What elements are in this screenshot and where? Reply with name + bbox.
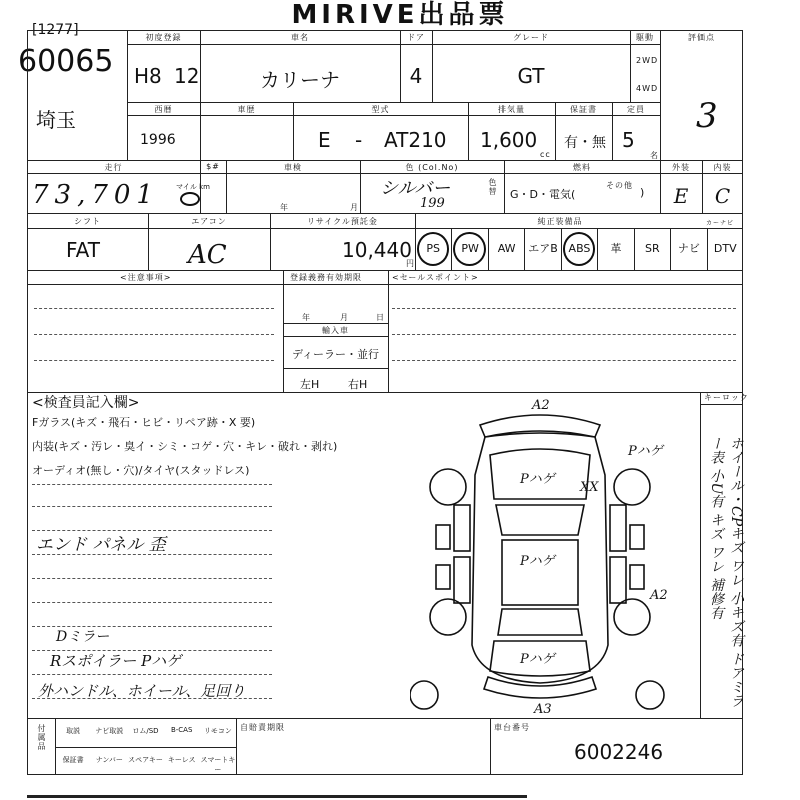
color-label: 色 (Col.No) bbox=[405, 163, 459, 172]
region: 埼玉 bbox=[36, 108, 76, 132]
displacement-value: 1,600 bbox=[480, 128, 538, 152]
odometer-label: $# bbox=[206, 162, 220, 171]
accessories-label: 付属品 bbox=[37, 724, 46, 751]
equipment-item: ナビ bbox=[670, 228, 706, 270]
interior-note: 内装(キズ・汚レ・臭イ・シミ・コゲ・穴・キレ・破れ・剥れ) bbox=[32, 440, 338, 453]
equipment-item: ABS bbox=[561, 228, 597, 270]
shift-label: シフト bbox=[74, 217, 101, 226]
keylock-label: キーロック bbox=[704, 393, 749, 402]
equipment-circle bbox=[563, 232, 595, 266]
exterior-label: 外装 bbox=[672, 163, 690, 172]
glass-note: Fガラス(キズ・飛石・ヒビ・リペア跡・X 要) bbox=[32, 416, 256, 429]
car-damage-diagram bbox=[410, 395, 670, 715]
shift-value: FAT bbox=[66, 238, 101, 262]
drive-2wd: 2WD bbox=[636, 56, 659, 65]
capacity-value: 5 bbox=[622, 128, 635, 152]
dealer-parallel: ディーラー・並行 bbox=[291, 348, 380, 361]
year-label: 西暦 bbox=[154, 105, 173, 114]
handwritten-note-2: Dミラー bbox=[56, 629, 110, 645]
warranty-value: 有・無 bbox=[564, 135, 606, 151]
car-name: カリーナ bbox=[260, 68, 340, 92]
displacement-label: 排気量 bbox=[498, 105, 525, 114]
audio-note: オーディオ(無し・穴)/タイヤ(スタッドレス) bbox=[32, 464, 250, 477]
fuel-value: G・D・電気( bbox=[510, 188, 576, 201]
equipment-row bbox=[415, 228, 743, 270]
interior-label: 内装 bbox=[713, 163, 732, 172]
accessory-item: ナンバー bbox=[95, 756, 123, 764]
reg-deadline-label: 登録義務有効期限 bbox=[290, 273, 362, 282]
mark-phage-trunk: Pハゲ bbox=[520, 652, 555, 667]
reg-month: 12 bbox=[174, 64, 200, 88]
equipment-item: AW bbox=[488, 228, 524, 270]
mile-km-label: マイル km bbox=[176, 183, 210, 191]
accessory-item: B-CAS bbox=[170, 726, 193, 734]
score-label: 評価点 bbox=[688, 33, 715, 42]
equipment-item: PS bbox=[426, 242, 441, 255]
equipment-label: 純正装備品 bbox=[537, 217, 583, 226]
equipment-circle bbox=[453, 232, 485, 266]
doors-label: ドア bbox=[407, 33, 425, 42]
mark-phage-hood: Pハゲ bbox=[520, 472, 555, 487]
km-circle bbox=[180, 192, 200, 206]
equipment-item: DTV bbox=[707, 228, 743, 270]
recycle-label: リサイクル預託金 bbox=[307, 217, 378, 226]
deadline-month: 月 bbox=[340, 313, 349, 322]
accessory-item: 保証書 bbox=[62, 756, 84, 764]
handwritten-note-3: Rスポイラー Pハゲ bbox=[50, 652, 182, 670]
month-unit: 月 bbox=[350, 203, 359, 212]
year-unit: 年 bbox=[280, 203, 289, 212]
drive-4wd: 4WD bbox=[636, 84, 659, 93]
import-label: 輸入車 bbox=[322, 326, 349, 335]
grade-value: GT bbox=[517, 64, 545, 88]
lot-label: [1277] bbox=[32, 22, 79, 38]
handwritten-note-4: 外ハンドル、ホイール、足回り bbox=[38, 682, 246, 700]
car-number-value: 6002246 bbox=[574, 740, 664, 764]
deadline-year: 年 bbox=[302, 313, 311, 322]
mileage-label: 走行 bbox=[104, 163, 123, 172]
warranty-label: 保証書 bbox=[570, 105, 597, 114]
aircon-label: エアコン bbox=[191, 217, 227, 226]
accessory-item: ナビ取説 bbox=[95, 727, 124, 735]
cc-unit: cc bbox=[540, 150, 551, 159]
accessory-item: キーレス bbox=[167, 756, 196, 764]
history-label: 車歴 bbox=[237, 105, 256, 114]
accessory-item: 取説 bbox=[66, 727, 81, 735]
fuel-close: ) bbox=[640, 186, 645, 199]
model-label: 型式 bbox=[371, 105, 390, 114]
equipment-item: SR bbox=[634, 228, 670, 270]
accessory-item: スマートキー bbox=[200, 756, 236, 774]
car-name-label: 車名 bbox=[291, 33, 309, 42]
mark-phage-right: Pハゲ bbox=[628, 444, 663, 459]
deadline-day: 日 bbox=[376, 313, 385, 322]
fuel-label: 燃料 bbox=[573, 163, 591, 172]
exterior-value: E bbox=[673, 184, 689, 208]
interior-value: C bbox=[714, 184, 731, 208]
equipment-item: PW bbox=[451, 228, 487, 270]
color-sub-label: 色替 bbox=[488, 178, 497, 196]
mark-phage-roof: Pハゲ bbox=[520, 554, 555, 569]
mark-a2-right: A2 bbox=[650, 588, 668, 603]
mark-a3-bottom: A3 bbox=[534, 702, 552, 715]
page-title: MIRIVE出品票 bbox=[291, 0, 509, 30]
left-h: 左H bbox=[300, 378, 320, 391]
color-value: シルバー bbox=[380, 178, 451, 199]
model-dash: - bbox=[355, 128, 363, 152]
mileage-value: 73,701 bbox=[32, 180, 159, 210]
reg-era: H8 bbox=[134, 64, 162, 88]
accessory-item: スペアキー bbox=[128, 756, 163, 764]
equipment-item: 革 bbox=[597, 228, 633, 270]
drive-label: 駆動 bbox=[636, 33, 654, 42]
doors-value: 4 bbox=[409, 64, 423, 88]
people-unit: 名 bbox=[650, 151, 659, 160]
fuel-other-label: その他 bbox=[606, 181, 633, 190]
lot-number: 60065 bbox=[18, 44, 114, 79]
sales-points-label: <セールスポイント> bbox=[392, 273, 479, 282]
capacity-label: 定員 bbox=[627, 105, 645, 114]
model-code: AT210 bbox=[384, 128, 447, 152]
grade-label: グレード bbox=[513, 33, 549, 42]
equipment-item: エアB bbox=[524, 228, 560, 270]
score-value: 3 bbox=[696, 96, 718, 136]
body-style-label: 車検 bbox=[284, 163, 302, 172]
car-navi-label: カーナビ bbox=[706, 220, 735, 227]
aircon-value: AC bbox=[188, 240, 227, 270]
right-side-note: ホイール・CPキズ ワレ 小キズ有 ドアミラー表 小U有 キズ ワレ 補修有 bbox=[708, 436, 744, 708]
handwritten-note-1: エンド パネル 歪 bbox=[36, 535, 166, 555]
recycle-value: 10,440 bbox=[342, 238, 412, 262]
mark-a2-top: A2 bbox=[532, 398, 550, 413]
notes-label: <注意事項> bbox=[120, 273, 172, 282]
right-h: 右H bbox=[348, 378, 368, 391]
accessory-item: リモコン bbox=[203, 727, 232, 735]
model-prefix: E bbox=[318, 128, 331, 152]
reg-deadline-bottom: 自賠責期限 bbox=[240, 723, 285, 732]
year-value: 1996 bbox=[140, 132, 176, 148]
first-reg-label: 初度登録 bbox=[145, 33, 182, 42]
inspector-label: <検査員記入欄> bbox=[32, 395, 140, 411]
yen-unit: 円 bbox=[406, 259, 415, 268]
accessories-grid bbox=[55, 718, 236, 775]
car-number-label: 車台番号 bbox=[494, 723, 530, 732]
accessory-item: ロム/SD bbox=[132, 727, 159, 735]
color-no: 199 bbox=[420, 196, 445, 211]
mark-x: XX bbox=[580, 480, 599, 495]
